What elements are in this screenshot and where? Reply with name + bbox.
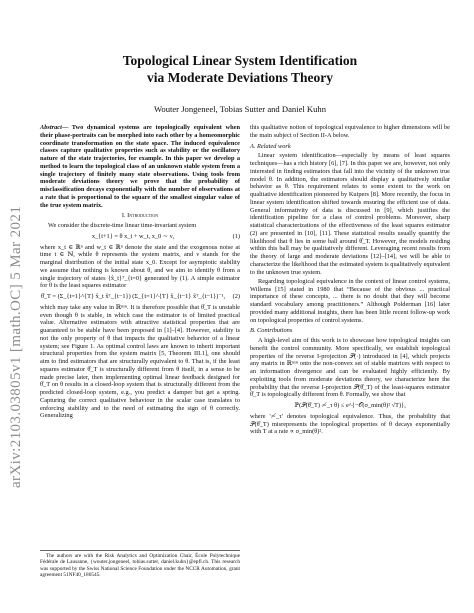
right-column [250,124,450,438]
intro-paragraph-1: We consider the discrete-time linear time-invariant system [48,222,197,229]
left-column [40,124,240,422]
footnote [40,550,240,580]
related-work-paragraph-1: Linear system identification—especially by means of least squares techniques—has a rich history [6], [7]. In this paper we are, however, not only interested in finding estimators that fall into the vicinity of the unknown true model θ. In addition, the estimators should display a qualitatively similar behavior as θ. This requirement relates to some extent to the work on qualitative identification pioneered by Kuipers [8]. More recently, the focus in linear system identification shifted towards ensuring the efficient use of data. General informativity of data is discussed in [9], which justifies the identification pipeline for a class of control problems. Moreover, sharp statistical characterizations of the effectiveness of the least squares estimator (2) are presented in [10], [11]. These statistical results usually quantify the likelihood that θ lies in some ball around θ̂_T. However, the models residing within this ball may be qualitatively different. Leveraging recent results from the theory of large and moderate deviations [12]–[14], we will be able to characterize the likelihood that the estimated system is qualitatively equivalent to the unknown true system. [250,152,450,276]
contributions-paragraph-1: A high-level aim of this work is to showcase how topological insights can benefit the control community. More specifically, we establish topological properties of the reverse I-projection 𝒫(·) introduced in [4], which projects any matrix in ℝⁿˣⁿ onto the non-convex set of stable matrices with respect to an information divergence and can be evaluated highly efficiently. By exploiting tools from moderate deviations theory, we characterize here the probability that the reverse I-projection 𝒫(θ̂_T) of the least-squares estimator θ̂_T is topologically different from θ. Formally, we show that [250,337,450,399]
equation-3-body: ℙ(𝒫(θ̂_T) ≁_τ θ) ≤ e^{−𝒪(σ_min(θ)² √T)}, [294,402,406,409]
subsection-b-heading: B. Contributions [250,327,293,335]
subsection-a-heading: A. Related work [250,142,291,150]
section-1-heading: I. Introduction [121,212,159,220]
arxiv-stamp-text: arXiv:2103.03805v1 [math.OC] 5 Mar 2021 [8,205,24,488]
equation-2-number: (2) [232,293,240,300]
intro-paragraph-3: which may take any value in ℝⁿˣⁿ. It is therefore possible that θ̂_T is unstable even though θ is stable, in which case the estimator is of limited practical value. Alternative estimators with attractive statistical properties that are guaranteed to be stable have been proposed in [1]–[4]. However, stability is not the only property of θ that impacts the qualitative behavior of a linear system; see Figure 1. As optimal control laws are known to inherit important structural properties from the system matrix [5, Theorem III.1], one should aim to find estimators that are structurally equivalent to θ. That is, if the least squares estimator θ̂_T is structurally different from θ itself, in a sense to be made precise later, then implementing optimal linear feedback designed for θ̂_T on θ results in a closed-loop system that is structurally different from the predicted closed-loop system, e.g., you predict a damper but get a spring. Capturing the correct qualitative behaviour in the scalar case translates to enforcing stability and to the need of estimating the sign of θ correctly. Generalizing [40,303,240,420]
equation-1-number: (1) [232,232,240,240]
related-work-paragraph-2: Regarding topological equivalence in the context of linear control systems, Willems [15] stated in 1980 that “Because of the obvious ... practical importance of these concepts, ... there is no doubt that they will become standard vocabulary among practitioners.” Although Polderman [16] later provided many additional insights, there has been little recent follow-up work on topological properties of control systems. [250,277,450,324]
equation-1 [40,233,240,241]
contributions-paragraph-2: where '≁_τ' denotes topological equivalence. Thus, the probability that 𝒫(θ̂_T) misrepresents the topological properties of θ decays exponentially with T at a rate ∝ σ_min(θ)². [250,412,450,436]
equation-2 [40,293,240,301]
intro-paragraph-2: where x_t ∈ ℝⁿ and w_t ∈ ℝⁿ denote the state and the exogenous noise at time t ∈ ℕ, while θ represents the system matrix, and ν stands for the marginal distribution of the initial state x_0. Except for asymptotic stability we assume that nothing is known about θ, and we aim to identify θ from a single trajectory of states {x̂_t}ᵀ_{t=0} generated by (1). A simple estimator for θ is the least squares estimator [40,243,240,290]
abstract-label: Abstract [40,124,62,131]
author-list: Wouter Jongeneel, Tobias Sutter and Daniel Kuhn [153,104,327,114]
abstract [40,124,240,209]
paper-title [40,52,440,86]
right-paragraph-0: this qualitative notion of topological equivalence to higher dimensions will be the main subject of Section II-A below. [250,124,450,139]
title-line-1: Topological Linear System Identification [122,53,358,68]
arxiv-stamp [8,58,24,488]
title-line-2: via Moderate Deviations Theory [146,70,334,85]
footnote-text: The authors are with the Risk Analytics and Optimization Chair, École Polytechnique Fédérale de Lausanne, {wouter.jongeneel, tobias.sutter, daniel.kuhn}@epfl.ch. This research was supported by the Swiss National Science Foundation under the NCCR Automation, grant agreement 51NF40_180545. [40,553,240,579]
equation-1-body: x_{t+1} = θ x_t + w_t, x_0 ∼ ν, [91,232,175,240]
equation-2-body: θ̂_T = (Σ_{t=1}^{T} x̂_t x̂ᵀ_{t−1}) (Σ_{t=1}^{T} x̂_{t−1} x̂ᵀ_{t−1})⁻¹, [40,293,226,300]
abstract-text: — Two dynamical systems are topologically equivalent when their phase-portraits can be morphed into each other by a homeomorphic coordinate transformation on the state space. The induced equivalence classes capture qualitative properties such as stability or the oscillatory nature of the state trajectories, for example. In this paper we develop a method to learn the topological class of an unknown stable system from a single trajectory of finitely many state observations. Using tools from moderate deviations theory we prove that the probability of misclassification decays exponentially with the number of observations at a rate that is proportional to the square of the smallest singular value of the true system matrix. [40,124,240,209]
equation-3 [250,402,450,410]
